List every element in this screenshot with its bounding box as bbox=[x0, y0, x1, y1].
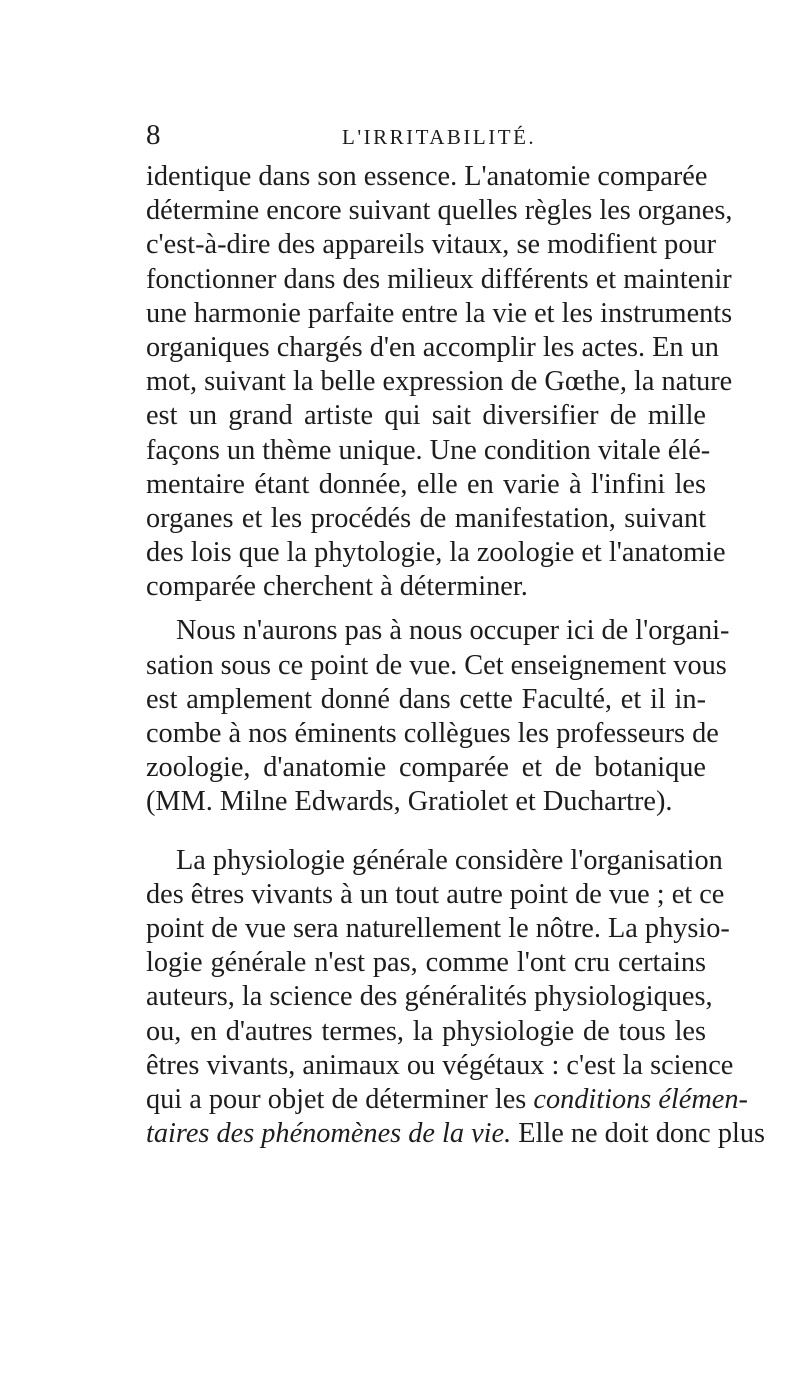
text-line: combe à nos éminents collègues les professeurs de bbox=[146, 718, 719, 749]
text-line: zoologie, d'anatomie comparée et de botanique bbox=[146, 752, 706, 784]
text-line: est amplement donné dans cette Faculté, et il in- bbox=[146, 683, 706, 715]
paragraph-2 bbox=[146, 614, 730, 819]
page-body bbox=[146, 160, 765, 1151]
text-line: est un grand artiste qui sait diversifier de mille bbox=[146, 400, 706, 432]
text-line: auteurs, la science des généralités physiologiques, bbox=[146, 981, 713, 1013]
text-line: c'est-à-dire des appareils vitaux, se modifient pour bbox=[146, 229, 717, 261]
paragraph-3 bbox=[146, 844, 765, 1152]
text-line: La physiologie générale considère l'organisation bbox=[176, 844, 723, 876]
text-line: détermine encore suivant quelles règles les organes, bbox=[146, 195, 733, 227]
text-line: sation sous ce point de vue. Cet enseignement vous bbox=[146, 649, 727, 681]
text-line: fonctionner dans des milieux différents et maintenir bbox=[146, 263, 732, 295]
paragraph-1 bbox=[146, 160, 733, 604]
paragraph-gap bbox=[146, 604, 706, 614]
text-line: une harmonie parfaite entre la vie et les instruments bbox=[146, 297, 733, 329]
text-line: (MM. Milne Edwards, Gratiolet et Duchartre). bbox=[146, 786, 673, 818]
text-span: qui a pour objet de déterminer les bbox=[146, 1083, 534, 1115]
text-line: comparée cherchent à déterminer. bbox=[146, 571, 528, 603]
text-line: êtres vivants, animaux ou végétaux : c'est la science bbox=[146, 1049, 734, 1081]
text-line: logie générale n'est pas, comme l'ont cru certains bbox=[146, 947, 706, 979]
text-line: façons un thème unique. Une condition vitale élé- bbox=[146, 434, 711, 466]
text-line: Nous n'aurons pas à nous occuper ici de l'organi- bbox=[176, 615, 730, 647]
text-line-mixed bbox=[146, 1083, 748, 1117]
text-line: des lois que la phytologie, la zoologie et l'anatomie bbox=[146, 537, 726, 569]
text-line: organes et les procédés de manifestation, suivant bbox=[146, 502, 706, 534]
text-line: mot, suivant la belle expression de Gœthe, la nature bbox=[146, 366, 733, 398]
text-line: des êtres vivants à un tout autre point de vue ; et ce bbox=[146, 878, 725, 910]
paragraph-gap bbox=[146, 820, 706, 844]
page-header bbox=[146, 118, 706, 158]
text-line: ou, en d'autres termes, la physiologie de tous les bbox=[146, 1015, 706, 1047]
text-line: point de vue sera naturellement le nôtre. La physio- bbox=[146, 912, 730, 944]
text-line-mixed bbox=[146, 1117, 765, 1151]
text-line: identique dans son essence. L'anatomie comparée bbox=[146, 161, 708, 192]
text-span: Elle ne doit donc plus bbox=[511, 1118, 765, 1150]
italic-text: taires des phénomènes de la vie. bbox=[146, 1118, 512, 1150]
text-line: mentaire étant donnée, elle en varie à l'infini les bbox=[146, 468, 706, 500]
italic-text: conditions élémen- bbox=[533, 1083, 748, 1115]
text-line: organiques chargés d'en accomplir les actes. En un bbox=[146, 331, 719, 363]
page-number: 8 bbox=[146, 119, 161, 151]
running-head: L'IRRITABILITÉ. bbox=[342, 125, 537, 149]
